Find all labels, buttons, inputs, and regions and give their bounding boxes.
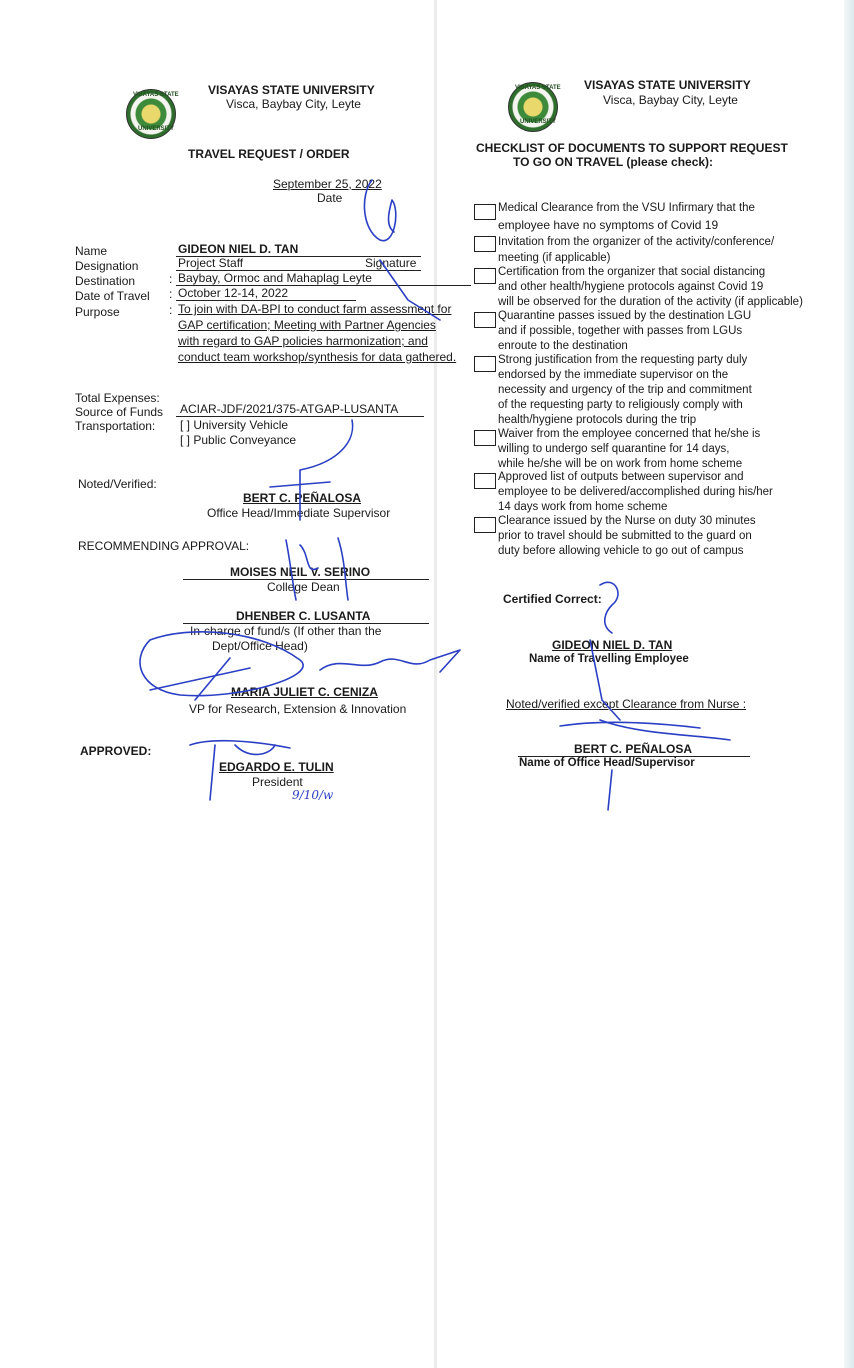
university-name-right: VISAYAS STATE UNIVERSITY [584, 78, 751, 92]
checklist-item-7-line-2: employee to be delivered/accomplished during his/her [498, 486, 773, 498]
checklist-item-5-line-5: health/hygiene protocols during the trip [498, 414, 697, 426]
checklist-item-4-line-1: Quarantine passes issued by the destination LGU [498, 310, 752, 322]
checklist-item-6-line-2: willing to undergo self quarantine for 14 days, [498, 443, 730, 455]
field-value-date-of-travel: October 12-14, 2022 [178, 286, 289, 300]
checklist-item-5-line-1: Strong justification from the requesting party duly [498, 354, 748, 366]
field-label-date-of-travel: Date of Travel [75, 289, 150, 303]
signature-employee-top [364, 180, 395, 241]
recommending-approval-label: RECOMMENDING APPROVAL: [78, 539, 250, 553]
approved-label: APPROVED: [80, 744, 152, 758]
university-address-left: Visca, Baybay City, Leyte [226, 97, 361, 111]
checklist-item-7-line-1: Approved list of outputs between supervisor and [498, 471, 744, 483]
checklist-item-6-line-1: Waiver from the employee concerned that he/she is [498, 428, 761, 440]
fund-holder-name: DHENBER C. LUSANTA [236, 609, 371, 623]
employee-title: Name of Travelling Employee [529, 653, 689, 665]
president-name: EDGARDO E. TULIN [219, 760, 334, 774]
noted-name: BERT C. PEÑALOSA [243, 491, 362, 505]
checklist-item-5-line-2: endorsed by the immediate supervisor on the [498, 369, 729, 381]
checklist-item-1-line-2: employee have no symptoms of Covid 19 [498, 218, 719, 232]
noted-title: Office Head/Immediate Supervisor [207, 506, 391, 520]
checklist-item-8-line-2: prior to travel should be submitted to the guard on [498, 530, 752, 542]
dean-title: College Dean [267, 580, 340, 594]
checklist-item-3-line-1: Certification from the organizer that social distancing [498, 266, 766, 278]
signature-label: Signature [365, 256, 417, 270]
field-label-name: Name [75, 244, 108, 258]
checklist-item-1-line-1: Medical Clearance from the VSU Infirmary that the [498, 202, 755, 214]
seal-text-top-left: VISAYAS STATE [133, 92, 179, 98]
checklist-item-6-line-3: while he/she will be on work from home scheme [498, 458, 743, 470]
signature-vp-stroke [150, 658, 250, 700]
checklist-item-5-line-3: necessity and urgency of the trip and commitment [498, 384, 752, 396]
supervisor-title: Name of Office Head/Supervisor [519, 757, 695, 769]
date-value: September 25, 2022 [273, 177, 382, 191]
noted-except-label: Noted/verified except Clearance from Nurse : [506, 697, 747, 711]
source-of-funds-value: ACIAR-JDF/2021/375-ATGAP-LUSANTA [180, 402, 399, 416]
fund-holder-title-2: Dept/Office Head) [212, 639, 308, 653]
transport-option-university-vehicle: [ ] University Vehicle [180, 418, 289, 432]
checklist-item-3-line-3: will be observed for the duration of the activity (if applicable) [498, 296, 803, 308]
transport-option-public-conveyance: [ ] Public Conveyance [180, 433, 297, 447]
field-label-destination: Destination [75, 274, 136, 288]
purpose-line-4: conduct team workshop/synthesis for data gathered. [178, 350, 457, 364]
certified-correct-label: Certified Correct: [503, 592, 602, 606]
president-title: President [252, 775, 303, 789]
seal-text-bottom-left: UNIVERSITY [138, 126, 175, 132]
vp-title: VP for Research, Extension & Innovation [189, 702, 407, 716]
signature-certified [590, 582, 730, 740]
dean-name: MOISES NEIL V. SERINO [230, 565, 371, 579]
signature-vp [320, 650, 460, 672]
checklist-item-2-line-2: meeting (if applicable) [498, 252, 611, 264]
field-value-designation: Project Staff [178, 256, 244, 270]
supervisor-name: BERT C. PEÑALOSA [574, 742, 693, 756]
signature-stroke-1 [380, 260, 440, 320]
fund-holder-title-1: In-charge of fund/s (If other than the [190, 624, 382, 638]
noted-verified-label: Noted/Verified: [78, 477, 157, 491]
seal-text-top-right: VISAYAS STATE [515, 85, 561, 91]
purpose-line-1: To join with DA-BPI to conduct farm assessment for [178, 302, 452, 316]
checklist-item-2-line-1: Invitation from the organizer of the activity/conference/ [498, 236, 775, 248]
date-label: Date [317, 191, 343, 205]
checklist-item-5-line-4: of the requesting party to religiously comply with [498, 399, 743, 411]
employee-name: GIDEON NIEL D. TAN [552, 638, 673, 652]
field-value-name: GIDEON NIEL D. TAN [178, 242, 299, 256]
field-label-purpose: Purpose [75, 305, 120, 319]
purpose-line-2: GAP certification; Meeting with Partner Agencies [178, 318, 436, 332]
checklist-title-2: TO GO ON TRAVEL (please check): [513, 155, 714, 169]
checklist-item-8-line-3: duty before allowing vehicle to go out of campus [498, 545, 744, 557]
purpose-line-3: with regard to GAP policies harmonization; and [178, 334, 428, 348]
signature-noted [270, 420, 353, 520]
checklist-title-1: CHECKLIST OF DOCUMENTS TO SUPPORT REQUEST [476, 141, 788, 155]
field-label-designation: Designation [75, 259, 139, 273]
university-name-left: VISAYAS STATE UNIVERSITY [208, 83, 375, 97]
signature-president [190, 741, 290, 800]
source-of-funds-label: Source of Funds [75, 405, 164, 419]
travel-request-title: TRAVEL REQUEST / ORDER [188, 147, 350, 161]
checklist-item-8-line-1: Clearance issued by the Nurse on duty 30 minutes [498, 515, 756, 527]
handwritten-date-note: 9/10/w [292, 788, 334, 802]
checklist-item-4-line-3: enroute to the destination [498, 340, 628, 352]
document-page: VISAYAS STATE UNIVERSITY VISAYAS STATE UNIVERSITY Visca, Baybay City, Leyte TRAVEL REQUEST / ORDER September 25, 2022 Date Name GIDEON NIEL D. TAN Designation Project Staff Signature Destination : Baybay, Ormoc and Mahaplag Leyte Date of Travel : October 12-14, 2022 Purpose : To join with DA-BPI to conduct farm assessment for GAP certification; Meeting with Partner Agencies with regard to GAP policies harmonization; and conduct team workshop/synthesis for data gathered. Total Expenses: Source of Funds ACIAR-JDF/2021/375-ATGAP-LUSANTA Transportation: [ ] University Vehicle [ ] Public Conveyance Noted/Verified: BERT C. PEÑALOSA Office Head/Immediate Supervisor RECOMMENDING APPROVAL: MOISES NEIL V. SERINO College Dean DHENBER C. LUSANTA In-charge of fund/s (If other than the Dept/Office Head) MARIA JULIET C. CENIZA VP for Research, Extension & Innovation APPROVED: EDGARDO E. TULIN President 9/10/w VISAYAS STATE UNIVERSITY VISAYAS STATE UNIVERSITY Visca, Baybay City, Leyte CHECKLIST OF DOCUMENTS TO SUPPORT REQUEST TO GO ON TRAVEL (please check): Medical Clearance from the VSU Infirmary that the employee have no symptoms of Covid 19 Invitation from the organizer of the activity/conference/ meeting (if applicable) Certification from the organizer that social distancing and other health/hygiene protocols against Covid 19 will be observed for the duration of the activity (if applicable) Quarantine passes issued by the destination LGU and if possible, together with passes from LGUs enroute to the destination Strong justification from the requesting party duly endorsed by the immediate supervisor on the necessity and urgency of the trip and commitment of the requesting party to religiously comply with health/hygiene protocols during the trip Waiver from the employee concerned that he/she is willing to undergo self quarantine for 14 days, while he/she will be on work from home scheme Approved list of outputs between supervisor and employee to be delivered/accomplished during his/her 14 days work from home scheme Clearance issued by the Nurse on duty 30 minutes prior to travel should be submitted to the guard on duty before allowing vehicle to go out of campus Certified Correct: GIDEON NIEL D. TAN Name of Travelling Employee Noted/verified except Clearance from Nurse : BERT C. PEÑALOSA Name of Office Head/Supervisor [0, 0, 854, 1368]
checklist-item-4-line-2: and if possible, together with passes from LGUs [498, 325, 743, 337]
university-address-right: Visca, Baybay City, Leyte [603, 93, 738, 107]
seal-text-bottom-right: UNIVERSITY [520, 119, 557, 125]
checklist-item-3-line-2: and other health/hygiene protocols against Covid 19 [498, 281, 764, 293]
transportation-label: Transportation: [75, 419, 156, 433]
vp-name: MARIA JULIET C. CENIZA [231, 685, 378, 699]
field-value-destination: Baybay, Ormoc and Mahaplag Leyte [178, 271, 372, 285]
total-expenses-label: Total Expenses: [75, 391, 160, 405]
checklist-item-7-line-3: 14 days work from home scheme [498, 501, 668, 513]
signature-dean [286, 538, 348, 600]
